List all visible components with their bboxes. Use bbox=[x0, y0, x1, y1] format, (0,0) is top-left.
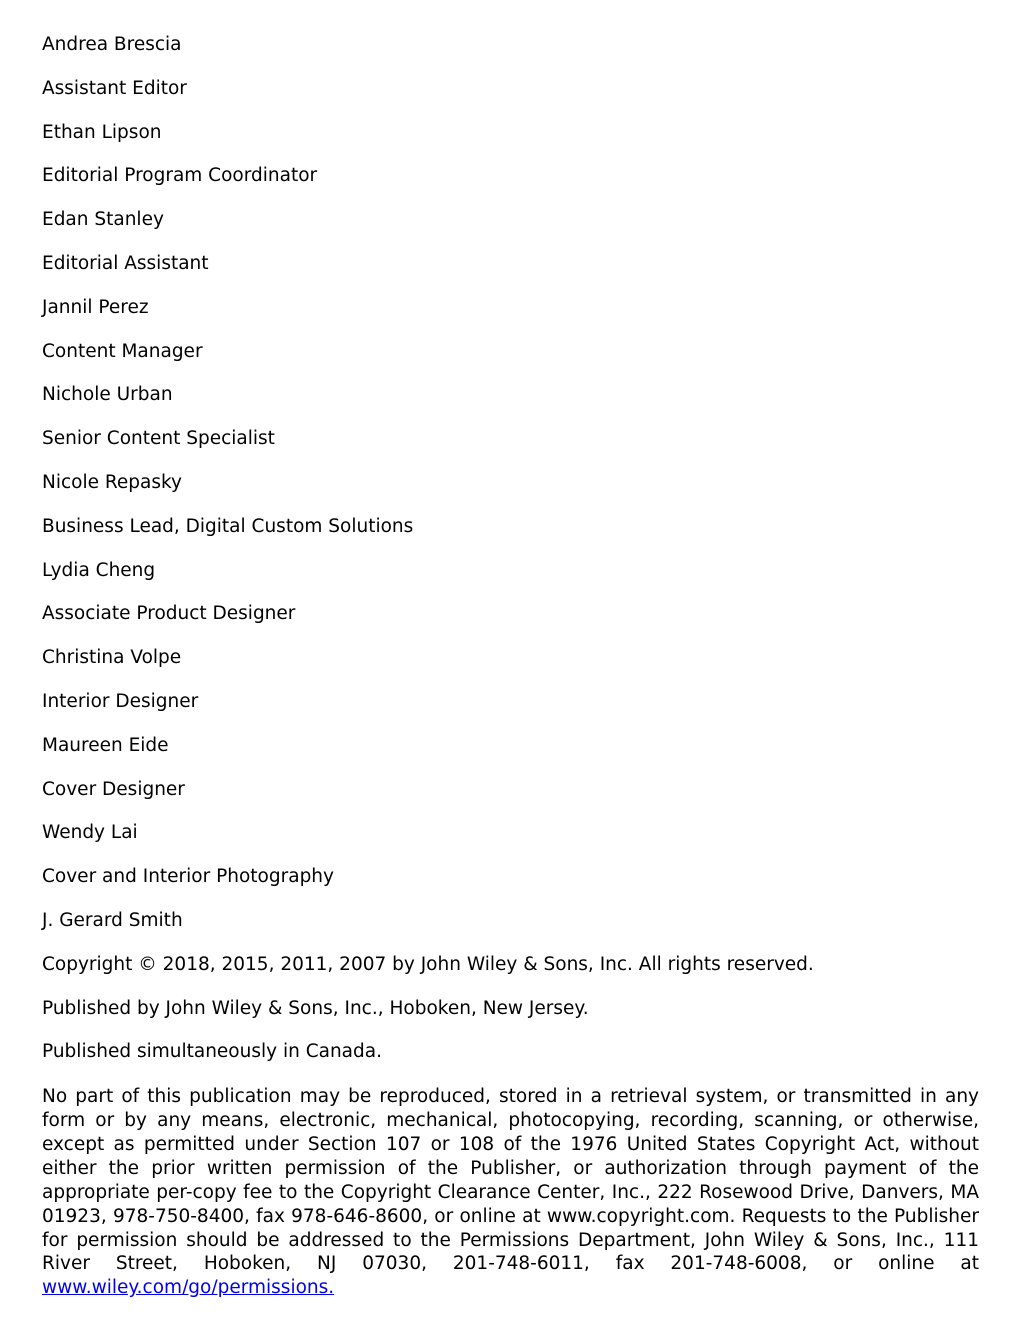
credit-line: Edan Stanley bbox=[42, 209, 164, 231]
canada-line: Published simultaneously in Canada. bbox=[42, 1041, 382, 1063]
credit-line: Lydia Cheng bbox=[42, 559, 156, 581]
permissions-link[interactable]: www.wiley.com/go/permissions. bbox=[42, 1277, 335, 1299]
credit-line: Interior Designer bbox=[42, 690, 199, 712]
credit-line: Nichole Urban bbox=[42, 384, 173, 406]
credit-line: Cover and Interior Photography bbox=[42, 866, 334, 888]
credit-line: Cover Designer bbox=[42, 778, 185, 800]
credit-line: Associate Product Designer bbox=[42, 603, 296, 625]
credit-line: Editorial Assistant bbox=[42, 252, 209, 274]
permissions-text: No part of this publication may be reproduced, stored in a retrieval system, or transmitted in any form or by any means, electronic, mechanical, photocopying, recording, scanning, or otherwise, except as permitted under Section 107 or 108 of the 1976 United States Copyright Act, without either the prior written permission of the Publisher, or authorization through payment of the appropriate per-copy fee to the Copyright Clearance Center, Inc., 222 Rosewood Drive, Danvers, MA 01923, 978-750-8400, fax 978-646-8600, or online at www.copyright.com. Requests to the Publisher for permission should be addressed to the Permissions Department, John Wiley & Sons, Inc., 111 River Street, Hoboken, NJ 07030, 201-748-6011, fax 201-748-6008, or online at bbox=[42, 1086, 979, 1275]
credit-line: Assistant Editor bbox=[42, 77, 187, 99]
credit-line: Maureen Eide bbox=[42, 734, 169, 756]
credit-line: Nicole Repasky bbox=[42, 471, 182, 493]
credit-line: Editorial Program Coordinator bbox=[42, 165, 318, 187]
credit-line: Wendy Lai bbox=[42, 822, 138, 844]
credit-line: J. Gerard Smith bbox=[42, 909, 183, 931]
credit-line: Jannil Perez bbox=[42, 296, 149, 318]
credit-line: Christina Volpe bbox=[42, 647, 182, 669]
credits-list bbox=[42, 0, 979, 932]
permissions-paragraph bbox=[42, 1085, 979, 1300]
copyright-page bbox=[42, 0, 979, 1300]
credit-line: Ethan Lipson bbox=[42, 121, 162, 143]
copyright-notice: Copyright © 2018, 2015, 2011, 2007 by John Wiley & Sons, Inc. All rights reserved. bbox=[42, 953, 814, 975]
credit-line: Senior Content Specialist bbox=[42, 428, 275, 450]
credit-line: Andrea Brescia bbox=[42, 34, 182, 55]
copyright-block bbox=[42, 954, 979, 1301]
credit-line: Business Lead, Digital Custom Solutions bbox=[42, 515, 414, 537]
publisher-line: Published by John Wiley & Sons, Inc., Hoboken, New Jersey. bbox=[42, 997, 589, 1019]
credit-line: Content Manager bbox=[42, 340, 203, 362]
